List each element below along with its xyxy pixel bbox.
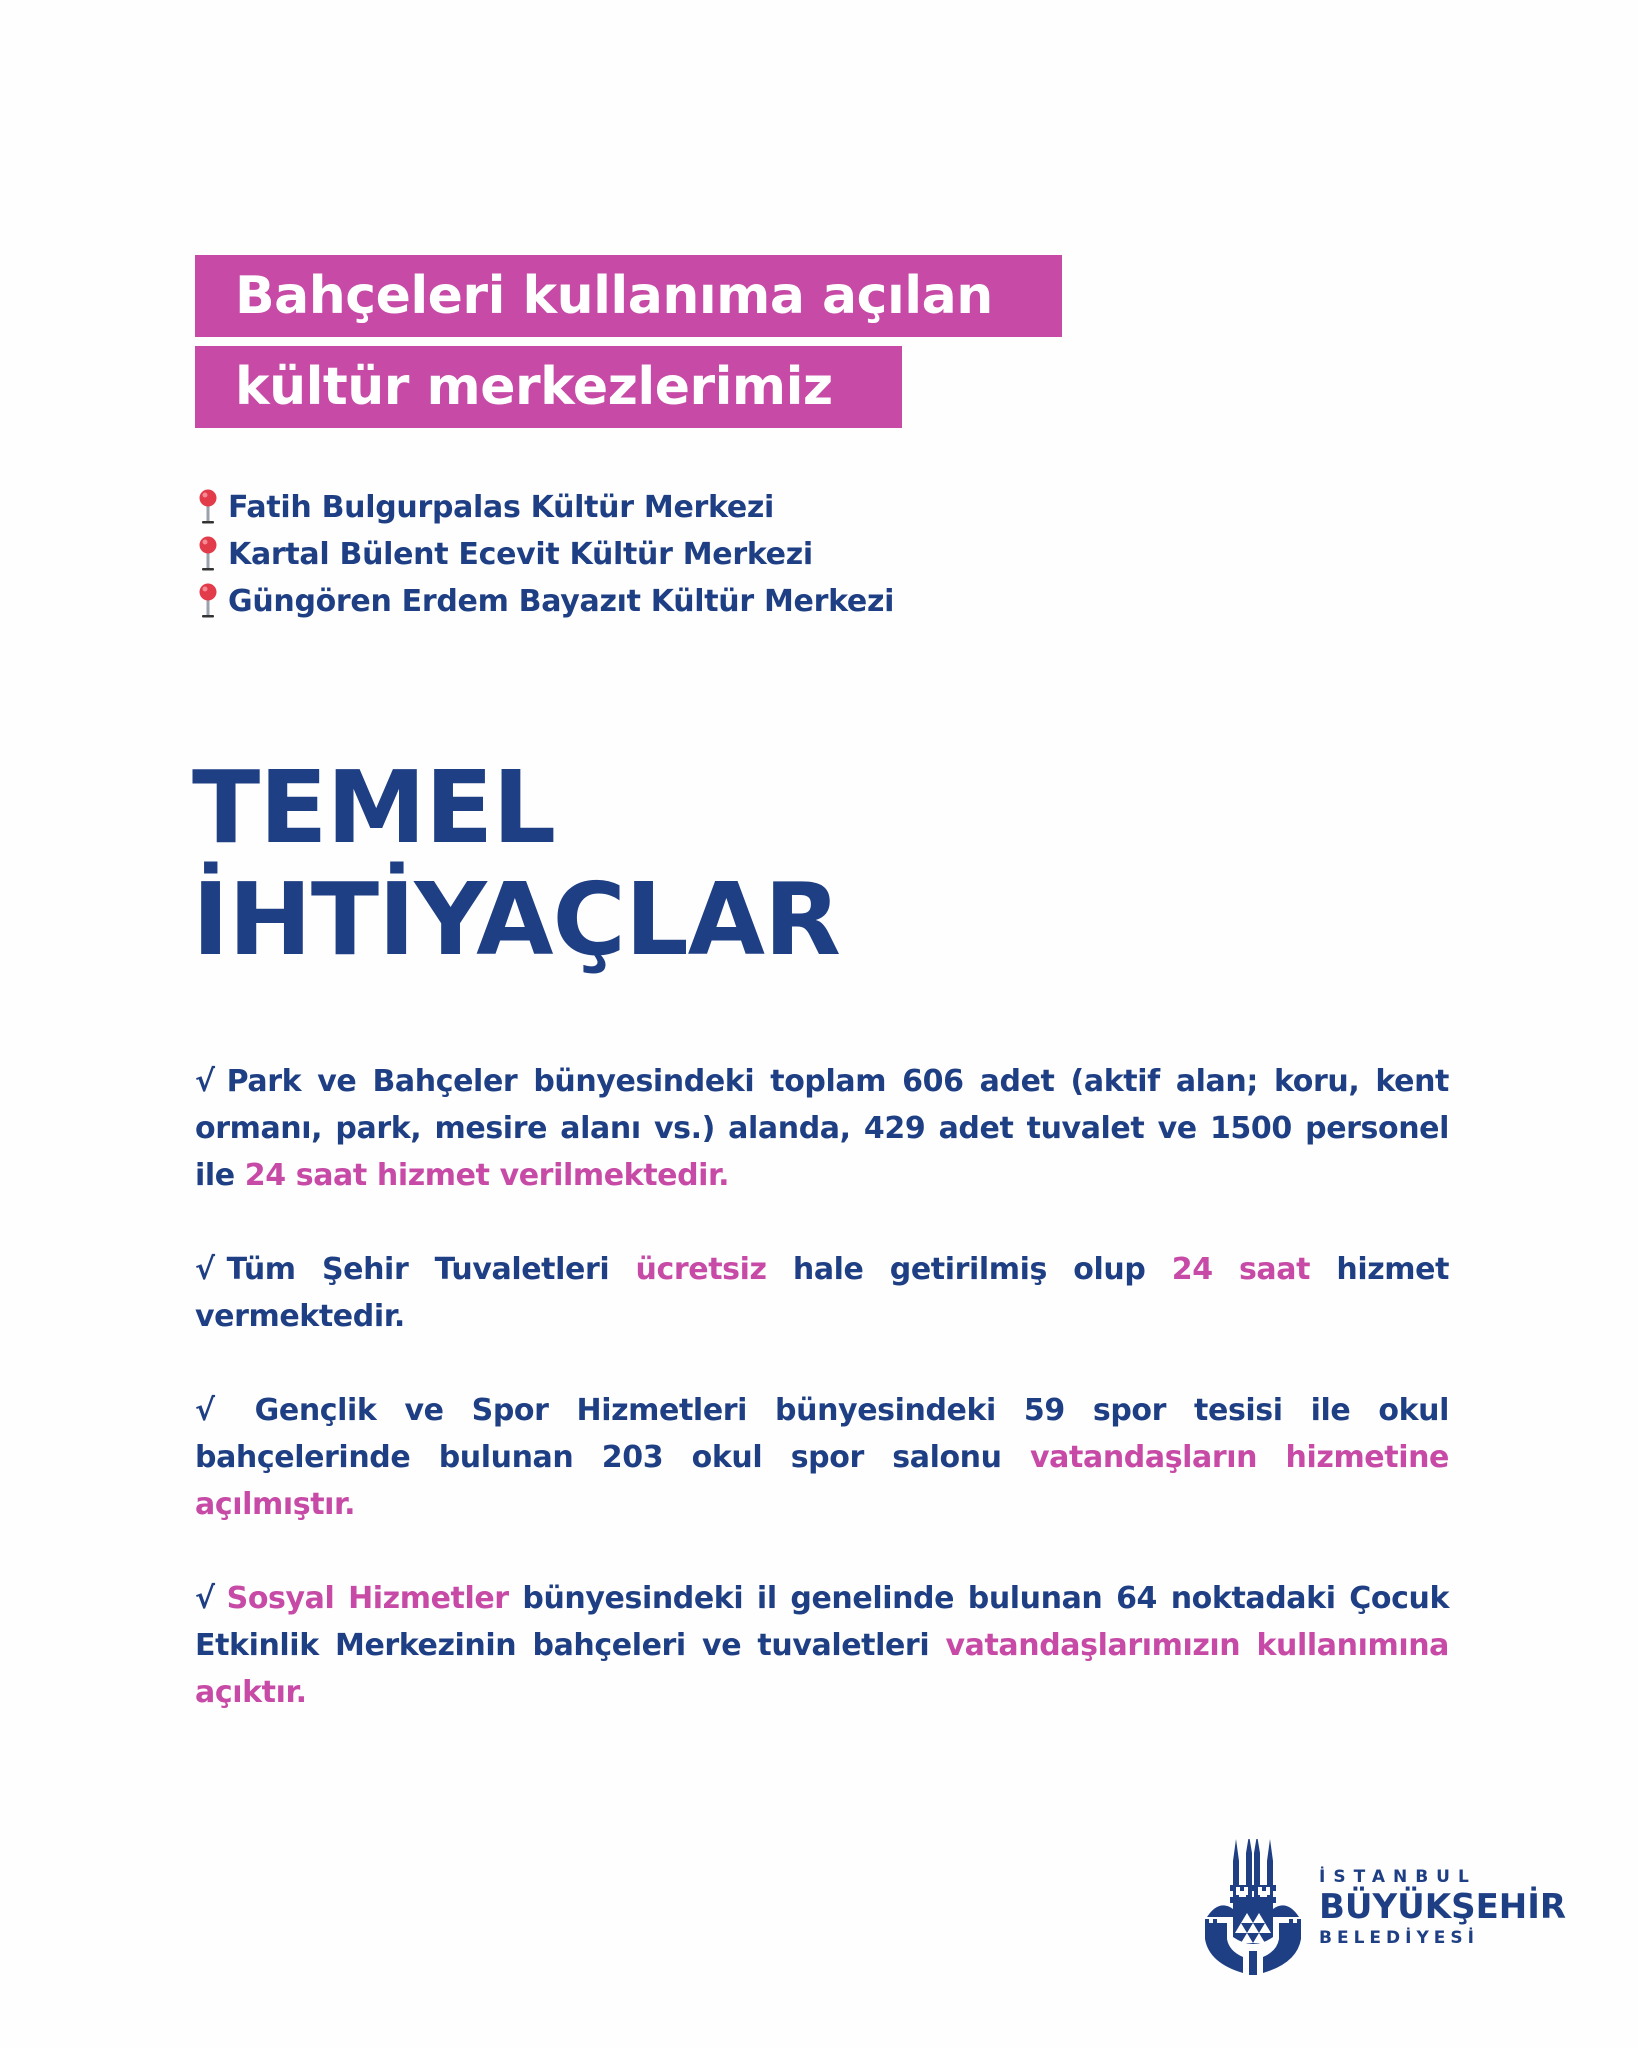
bullet-text: Gençlik ve Spor Hizmetleri bünyesindeki 59 spor tesisi ile okul bahçelerinde bulunan 203 okul spor salonu	[195, 1393, 1449, 1475]
list-item	[197, 531, 894, 578]
ibb-logo	[1203, 1838, 1567, 1978]
checkmark-icon: √	[195, 1252, 215, 1287]
bullet-item	[195, 1387, 1449, 1528]
round-pushpin-icon	[197, 582, 219, 622]
section-heading-line-2: İHTİYAÇLAR	[192, 861, 841, 978]
bullet-item	[195, 1246, 1449, 1340]
culture-center-name: Fatih Bulgurpalas Kültür Merkezi	[228, 490, 775, 525]
ibb-wordmark	[1319, 1866, 1566, 1950]
bullet-text: bünyesindeki il genelinde bulunan 64 noktadaki Çocuk Etkinlik Merkezinin bahçeleri ve tuvaletleri	[195, 1581, 1449, 1663]
round-pushpin-icon	[197, 535, 219, 575]
logo-line-buyuksehir: BÜYÜKŞEHİR	[1319, 1887, 1567, 1927]
list-item	[197, 578, 894, 625]
bullet-item	[195, 1575, 1449, 1716]
round-pushpin-icon	[197, 488, 219, 528]
bullet-text: hizmet vermektedir.	[195, 1252, 1450, 1334]
bullet-text: hale getirilmiş olup	[766, 1252, 1172, 1287]
bullet-highlight: vatandaşlarımızın kullanımına açıktır.	[195, 1628, 1449, 1710]
bullet-text: Park ve Bahçeler bünyesindeki toplam 606 adet (aktif alan; koru, kent ormanı, park, mesire alanı vs.) alanda, 429 adet tuvalet ve 1500 personel ile	[195, 1064, 1449, 1193]
logo-line-istanbul: İSTANBUL	[1319, 1867, 1477, 1887]
bullet-item	[195, 1058, 1449, 1199]
culture-center-name: Güngören Erdem Bayazıt Kültür Merkezi	[228, 584, 895, 619]
bullet-highlight: vatandaşların hizmetine açılmıştır.	[195, 1440, 1449, 1522]
ibb-mosque-emblem-icon	[1203, 1839, 1303, 1977]
title-banner-line-2: kültür merkezlerimiz	[195, 346, 902, 428]
title-banner-line-1: Bahçeleri kullanıma açılan	[195, 255, 1062, 337]
checkmark-icon: √	[195, 1581, 215, 1616]
checkmark-icon: √	[195, 1393, 215, 1428]
bullet-highlight: Sosyal Hizmetler	[226, 1581, 509, 1616]
section-heading-line-1: TEMEL	[192, 749, 556, 866]
culture-center-name: Kartal Bülent Ecevit Kültür Merkezi	[228, 537, 813, 572]
bullet-highlight: 24 saat	[1171, 1252, 1311, 1287]
checkmark-icon: √	[195, 1064, 215, 1099]
bullet-highlight: 24 saat hizmet verilmektedir.	[244, 1158, 730, 1193]
bullet-text: Tüm Şehir Tuvaletleri	[226, 1252, 636, 1287]
culture-centers-list	[197, 484, 894, 625]
section-heading	[192, 749, 841, 978]
list-item	[197, 484, 894, 531]
bullet-highlight: ücretsiz	[635, 1252, 767, 1287]
logo-line-belediyesi: BELEDİYESİ	[1319, 1928, 1479, 1948]
